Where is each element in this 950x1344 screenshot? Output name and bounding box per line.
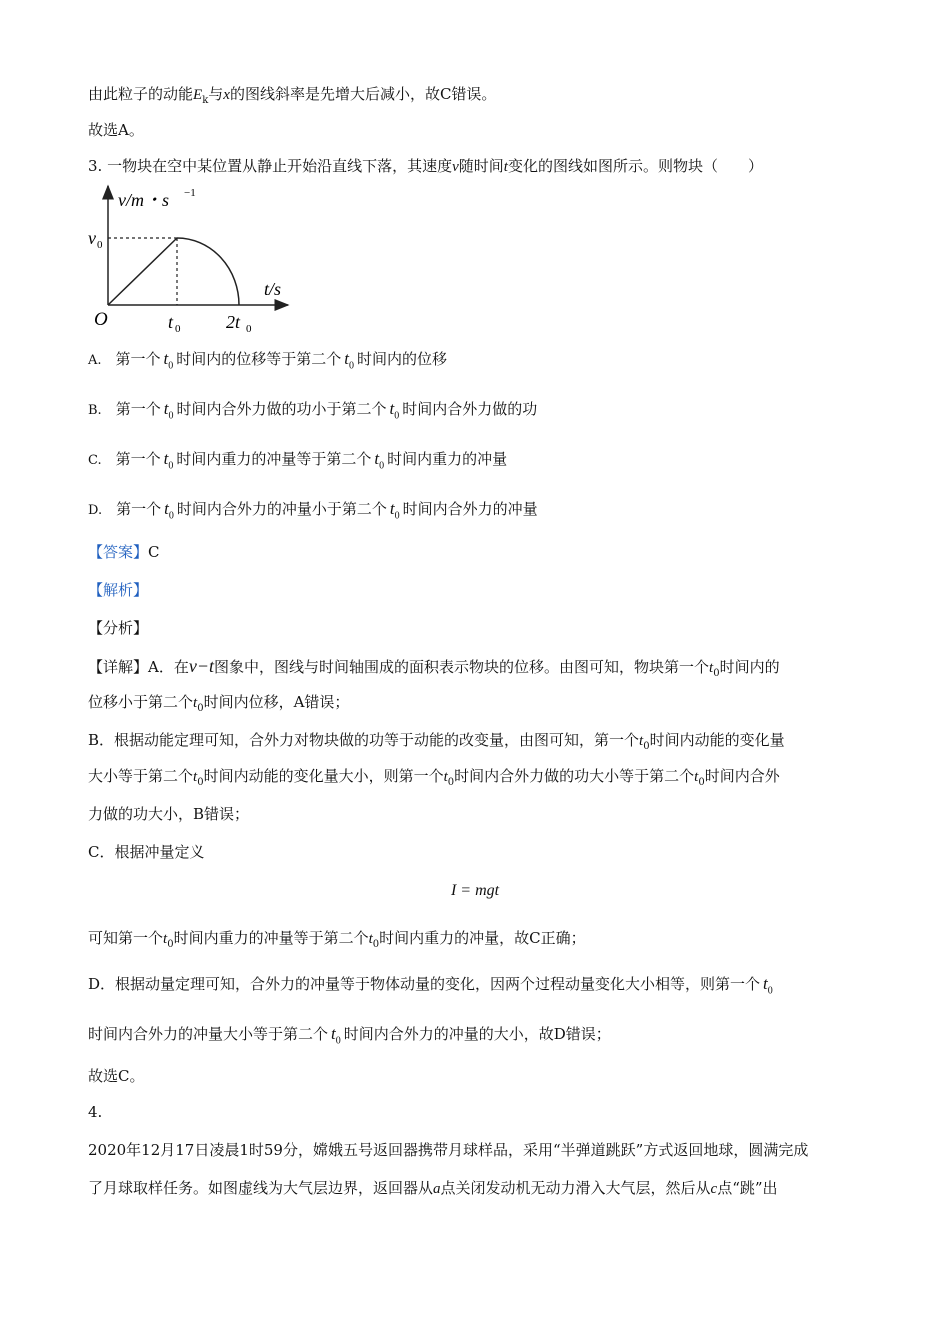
detail-c-line-1: [88, 842, 204, 862]
detail-b-line-2: 大小等于第二个$t_0$时间内动能的变化量大小，则第一个$t_0$时间内合外力做的功大小等于第二个$t_0$时间内合外: [88, 767, 780, 788]
option-text: 时间内合外力做的功: [402, 400, 538, 418]
text-seg: 时间内的: [719, 658, 780, 676]
text-seg: 变化的图线如图所示。则物块（ ）: [507, 157, 763, 175]
v0-label: v: [88, 228, 96, 248]
detail-c-line-2: 可知第一个$t_0$时间内重力的冲量等于第二个$t_0$时间内重力的冲量，故C正确；: [88, 929, 586, 950]
text-seg: 时间内合外力的冲量大小等于第二个: [88, 1025, 329, 1043]
text-seg: 2020年12月17日凌晨1时59分，嫦娥五号返回器携带月球样品，采用“半弹道跳跃”方式返回地球，圆满完成: [88, 1141, 809, 1159]
text-seg: 力做的功大小，B错误；: [88, 805, 250, 823]
option-text: 第一个: [115, 400, 161, 418]
text-seg: 时间内重力的冲量，故C正确；: [379, 929, 586, 947]
text-seg: 的图线斜率是先增大后减小，故C错误。: [229, 85, 497, 103]
text-seg: 图象中，图线与时间轴围成的面积表示物块的位移。由图可知，物块第一个: [214, 658, 710, 676]
option-text: 第一个: [115, 350, 161, 368]
text-seg: 时间内重力的冲量等于第二个: [173, 929, 369, 947]
v0-sub: 0: [97, 239, 103, 251]
option-a[interactable]: [88, 348, 447, 377]
option-text: 时间内重力的冲量等于第二个: [176, 450, 372, 468]
ek-symbol: E: [193, 87, 203, 103]
detail-a-line-1: 【详解】A．在v−t图象中，图线与时间轴围成的面积表示物块的位移。由图可知，物块第一个$t_0$时间内的: [88, 656, 780, 679]
text-line-2: [88, 120, 144, 140]
text-seg: 与: [208, 85, 224, 103]
text-seg: 4.: [88, 1103, 103, 1121]
detail-b-line-3: [88, 804, 249, 824]
y-axis-label: v/m・s: [118, 190, 169, 210]
origin-label: O: [94, 309, 108, 330]
analysis-line: [88, 580, 148, 600]
option-text: 时间内重力的冲量: [387, 450, 508, 468]
v-symbol: v: [452, 159, 459, 175]
point-c: c: [710, 1181, 718, 1197]
velocity-time-graph: [88, 180, 318, 340]
text-seg: 位移小于第二个: [88, 693, 194, 711]
t0-symbol: $t_0$: [389, 399, 400, 422]
option-text: 第一个: [115, 450, 161, 468]
text-seg: 点关闭发动机无动力滑入大气层，然后从: [440, 1179, 711, 1197]
option-letter: C.: [88, 453, 102, 468]
t0-symbol: $t_0$: [389, 499, 400, 522]
y-axis-exponent: −1: [184, 187, 196, 199]
text-seg: 时间内合外力做的功大小等于第二个: [454, 767, 695, 785]
t0-symbol: $t_0$: [163, 399, 174, 422]
t0-symbol: $t_0$: [163, 449, 174, 472]
t0-label: t: [168, 312, 174, 332]
detail-tag: 【详解】: [88, 658, 149, 676]
detail-d-line-1: [88, 974, 776, 1001]
vt-symbol: v−t: [188, 656, 214, 676]
t0-symbol: $t_0$: [163, 349, 174, 372]
option-c[interactable]: [88, 448, 507, 477]
text-seg: 时间内位移，A错误；: [203, 693, 350, 711]
text-seg: 了月球取样任务。如图虚线为大气层边界，返回器从: [88, 1179, 434, 1197]
t0-symbol: $t_0$: [331, 1024, 341, 1047]
formula: I = mgt: [450, 882, 500, 899]
fenxi-line: [88, 618, 148, 638]
text-seg: C．根据冲量定义: [88, 843, 205, 861]
text-seg: 大小等于第二个: [88, 767, 194, 785]
question-4-line-1: [88, 1140, 808, 1160]
option-text: 第一个: [116, 500, 162, 518]
text-seg: B．根据动能定理可知，合外力对物块做的功等于动能的改变量，由图可知，第一个: [88, 731, 640, 749]
question-4-number: [88, 1102, 102, 1122]
text-line-1: [88, 84, 496, 111]
text-seg: 3. 一物块在空中某位置从静止开始沿直线下落，其速度: [88, 157, 453, 175]
answer-value: C: [148, 543, 160, 561]
text-seg: 时间内动能的变化量大小，则第一个: [203, 767, 444, 785]
arc-segment: [177, 238, 239, 305]
t0-symbol: $t_0$: [164, 499, 174, 522]
text-seg: 故选C。: [88, 1067, 145, 1085]
text-seg: 可知第一个: [88, 929, 164, 947]
option-text: 时间内合外力的冲量: [402, 500, 538, 518]
option-letter: D.: [88, 503, 103, 518]
text-seg: 时间内动能的变化量: [649, 731, 785, 749]
t0-sub: 0: [175, 323, 181, 335]
text-seg: 时间内合外: [704, 767, 780, 785]
fenxi-tag: 【分析】: [88, 619, 149, 637]
answer-tag: 【答案】: [88, 543, 149, 561]
option-text: 时间内的位移: [357, 350, 448, 368]
x-symbol: x: [223, 87, 230, 103]
text-seg: D．根据动量定理可知，合外力的冲量等于物体动量的变化，因两个过程动量变化大小相等，则第一个: [88, 975, 761, 993]
t0-symbol: $t_0$: [344, 349, 355, 372]
answer-line: [88, 542, 160, 562]
text-seg: 由此粒子的动能: [88, 85, 194, 103]
point-a: a: [433, 1181, 441, 1197]
t0-symbol: $t_0$: [374, 449, 385, 472]
detail-a-line-2: 位移小于第二个$t_0$时间内位移，A错误；: [88, 693, 350, 714]
ek-sub: k: [202, 95, 209, 106]
detail-d-line-2: [88, 1024, 611, 1051]
detail-b-line-1: B．根据动能定理可知，合外力对物块做的功等于动能的改变量，由图可知，第一个$t_0$时间内动能的变化量: [88, 731, 785, 752]
analysis-tag: 【解析】: [88, 581, 149, 599]
two-t0-sub: 0: [246, 323, 252, 335]
t0-symbol: $t_0$: [763, 974, 773, 997]
option-letter: B.: [88, 403, 102, 418]
option-text: 时间内的位移等于第二个: [176, 350, 342, 368]
option-letter: A.: [88, 353, 102, 368]
question-3-stem: [88, 156, 763, 177]
option-text: 时间内合外力的冲量小于第二个: [176, 500, 387, 518]
option-b[interactable]: [88, 398, 537, 427]
option-text: 时间内合外力做的功小于第二个: [176, 400, 387, 418]
two-t0-label: 2t: [226, 312, 241, 332]
option-d[interactable]: [88, 498, 538, 527]
text-seg: 随时间: [458, 157, 504, 175]
text-seg: A．在: [148, 658, 189, 676]
question-4-line-2: [88, 1178, 778, 1199]
text-seg: 故选A。: [88, 121, 144, 139]
x-axis-label: t/s: [264, 279, 282, 299]
text-seg: 时间内合外力的冲量的大小，故D错误；: [343, 1025, 611, 1043]
t-symbol: t: [503, 159, 508, 175]
detail-conclusion: [88, 1066, 144, 1086]
linear-segment: [108, 238, 177, 305]
text-seg: 点“跳”出: [717, 1179, 778, 1197]
